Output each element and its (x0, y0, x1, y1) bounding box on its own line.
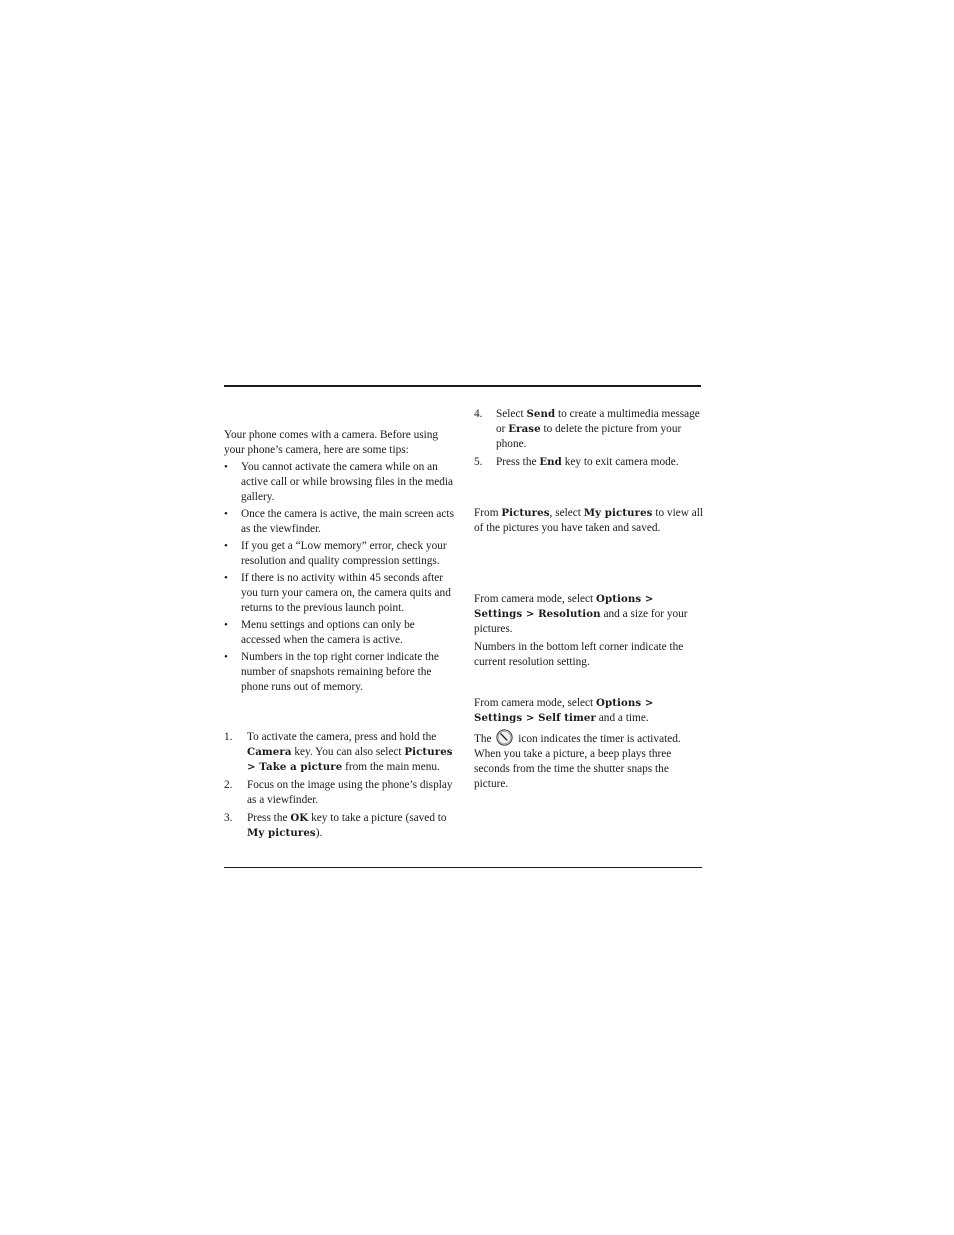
tip-item (224, 460, 454, 505)
step-text: key to take a picture (saved to (308, 812, 447, 824)
step-number: 4. (474, 408, 483, 420)
steps-list-left (224, 730, 454, 841)
step-text: To activate the camera, press and hold the (247, 731, 437, 743)
step-text: key to exit camera mode. (561, 456, 679, 468)
bullet: • (224, 508, 228, 520)
step-text: Focus on the image using the phone’s display as a viewfinder. (247, 779, 453, 806)
view-pictures-paragraph (474, 506, 704, 536)
resolution-note: Numbers in the bottom left corner indicate the current resolution setting. (474, 641, 684, 668)
tip-item (224, 618, 454, 648)
step-text: key. You can also select (291, 746, 405, 758)
step-keyword: Send (526, 408, 556, 420)
step-number: 5. (474, 456, 483, 468)
step-number: 1. (224, 731, 233, 743)
left-column (224, 428, 454, 844)
bullet: • (224, 540, 228, 552)
keyword: Options > Settings > Resolution (474, 593, 654, 620)
resolution-paragraph (474, 592, 704, 637)
self-timer-icon (496, 729, 513, 746)
tip-text: Numbers in the top right corner indicate the number of snapshots remaining before the phone runs out of memory. (241, 651, 439, 693)
right-column (474, 407, 704, 792)
text: to view all of the pictures you have taken and saved. (474, 507, 704, 534)
text: icon indicates the timer is activated. When you take a picture, a beep plays three seconds from the time the shutter snaps the picture. (474, 733, 681, 790)
bottom-rule (224, 867, 702, 868)
step-text: Press the (247, 812, 291, 824)
step-item (474, 455, 704, 470)
spacer (474, 536, 704, 592)
text: and a time. (595, 712, 649, 724)
step-text: ). (315, 827, 323, 839)
tip-item (224, 650, 454, 695)
step-keyword: Pictures > Take a picture (247, 746, 453, 773)
bullet: • (224, 572, 228, 584)
step-text: Press the (496, 456, 540, 468)
step-text: to delete the picture from your phone. (496, 423, 682, 450)
spacer (474, 473, 704, 506)
step-keyword: Erase (508, 423, 541, 435)
text: , select (549, 507, 584, 519)
step-keyword: OK (290, 812, 309, 824)
bullet: • (224, 651, 228, 663)
self-timer-note (474, 729, 704, 792)
step-text: Select (496, 408, 527, 420)
step-item (474, 407, 704, 452)
tip-text: If there is no activity within 45 seconds after you turn your camera on, the camera quits and returns to the previous launch point. (241, 572, 451, 614)
step-text: to create a multimedia message or (496, 408, 700, 435)
step-number: 3. (224, 812, 233, 824)
steps-list-right (474, 407, 704, 470)
text: The (474, 733, 495, 745)
step-keyword: My pictures (247, 827, 316, 839)
tip-text: If you get a “Low memory” error, check your resolution and quality compression settings. (241, 540, 447, 567)
tips-list (224, 460, 454, 695)
step-text: from the main menu. (342, 761, 440, 773)
keyword: My pictures (583, 507, 653, 519)
step-item (224, 730, 454, 775)
tip-item (224, 539, 454, 569)
tip-item (224, 507, 454, 537)
bullet: • (224, 619, 228, 631)
tip-text: You cannot activate the camera while on an active call or while browsing files in the media gallery. (241, 461, 454, 503)
step-item (224, 778, 454, 808)
step-keyword: Camera (247, 746, 292, 758)
keyword: Options > Settings > Self timer (474, 697, 654, 724)
step-item (224, 811, 454, 841)
self-timer-paragraph (474, 696, 704, 726)
step-keyword: End (539, 456, 562, 468)
tip-text: Menu settings and options can only be accessed when the camera is active. (241, 619, 415, 646)
tip-text: Once the camera is active, the main screen acts as the viewfinder. (241, 508, 454, 535)
text: From camera mode, select (474, 697, 597, 709)
text: From camera mode, select (474, 593, 597, 605)
bullet: • (224, 461, 228, 473)
text: and a size for your pictures. (474, 608, 688, 635)
intro-paragraph: Your phone comes with a camera. Before using your phone’s camera, here are some tips: (224, 429, 439, 456)
text: From (474, 507, 502, 519)
tip-item (224, 571, 454, 616)
top-rule (224, 385, 701, 387)
spacer (224, 697, 454, 730)
step-number: 2. (224, 779, 233, 791)
keyword: Pictures (501, 507, 550, 519)
spacer (474, 670, 704, 696)
